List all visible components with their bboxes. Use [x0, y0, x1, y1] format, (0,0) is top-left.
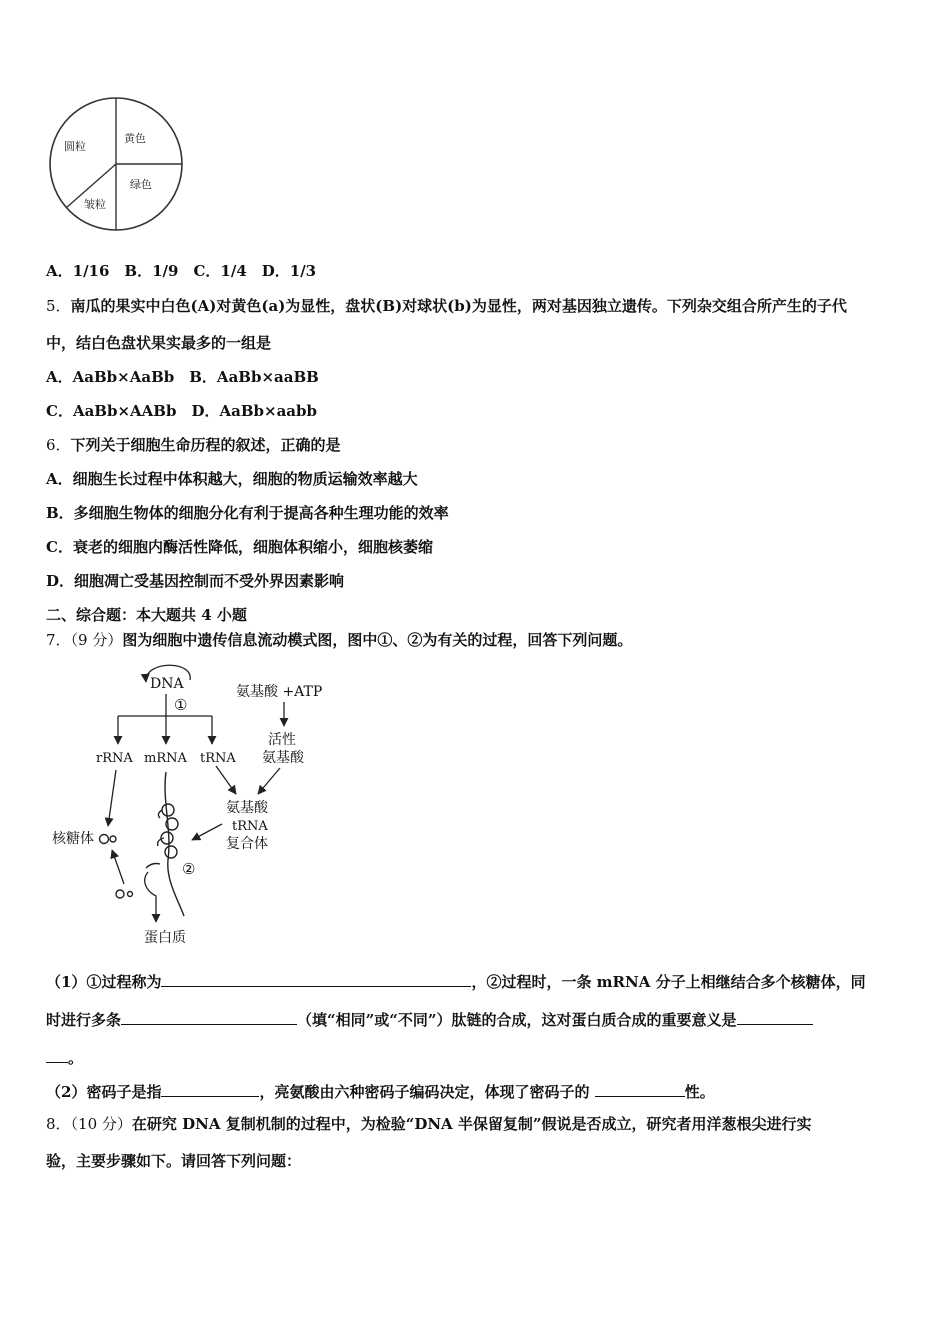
- arrow-ribosome-recycle: [112, 850, 124, 884]
- q7-sub1-text-d: （填“相同”或“不同”）肽链的合成，这对蛋白质合成的重要意义是: [297, 1011, 737, 1029]
- q7-sub2-label: （2）: [46, 1083, 87, 1101]
- arrow-complex-to-mrna: [192, 824, 222, 840]
- arrow-to-complex-left: [216, 766, 236, 794]
- q6-option-d: D．细胞凋亡受基因控制而不受外界因素影响: [46, 572, 345, 590]
- released-ribosome-large: [116, 890, 124, 898]
- complex-label-2: tRNA: [232, 819, 268, 834]
- q7-stem-text: 图为细胞中遗传信息流动模式图，图中①、②为有关的过程，回答下列问题。: [122, 631, 633, 649]
- process-2-label: ②: [182, 860, 196, 878]
- q8-stem-line2: 验，主要步骤如下。请回答下列问题：: [46, 1152, 302, 1170]
- active-amino-label-2: 氨基酸: [262, 750, 304, 766]
- pie-label-yellow: 黄色: [124, 132, 146, 145]
- q6-option-c: C．衰老的细胞内酶活性降低，细胞体积缩小，细胞核萎缩: [46, 538, 433, 556]
- q7-sub2-text-b: ，亮氨酸由六种密码子编码决定，体现了密码子的: [259, 1083, 595, 1101]
- arrow-to-complex-right: [258, 768, 280, 794]
- q5-options-line1: A．AaBb×AaBb B．AaBb×aaBB: [46, 368, 319, 386]
- q7-sub2-line: [46, 1080, 715, 1102]
- q8-stem-text: 在研究 DNA 复制机制的过程中，为检验“DNA 半保留复制”假说是否成立，研究者用洋葱根尖进行实: [131, 1115, 812, 1133]
- q7-sub1-blank-1[interactable]: [161, 970, 471, 987]
- protein-label: 蛋白质: [144, 930, 186, 946]
- q7-sub1-text-c: 时进行多条: [46, 1011, 122, 1029]
- q7-sub2-blank-2[interactable]: [595, 1080, 685, 1097]
- q5-stem-line2: 中，结白色盘状果实最多的一组是: [46, 334, 272, 352]
- q7-sub2-blank-1[interactable]: [161, 1080, 259, 1097]
- pie-figure: [40, 96, 200, 236]
- q7-sub1-blank-2[interactable]: [121, 1008, 297, 1025]
- q7-score: （9 分）: [70, 631, 123, 649]
- q7-sub1-end: 。: [68, 1049, 84, 1067]
- arrow-rrna-to-ribosome: [108, 770, 116, 826]
- q5-stem-text: 南瓜的果实中白色(A)对黄色(a)为显性，盘状(B)对球状(b)为显性，两对基因独立遗传。下列杂交组合所产生的子代: [70, 297, 847, 315]
- q5-options-line2: C．AaBb×AABb D．AaBb×aabb: [46, 402, 317, 420]
- ribosome-label: 核糖体: [52, 831, 94, 847]
- process-1-label: ①: [174, 696, 188, 714]
- q7-stem: [46, 630, 632, 650]
- q7-number: 7．: [46, 631, 71, 649]
- amino-atp-label: 氨基酸 +ATP: [236, 684, 323, 700]
- q6-number: 6．: [46, 436, 71, 454]
- rrna-label: rRNA: [96, 751, 133, 766]
- arrow-to-protein: [145, 872, 156, 922]
- q7-sub1-blank-3[interactable]: [737, 1008, 813, 1025]
- pie-label-wrinkled: 皱粒: [84, 198, 106, 211]
- pie-label-round: 圆粒: [64, 140, 86, 153]
- q7-sub1-line2: [46, 1008, 813, 1030]
- complex-label-1: 氨基酸: [226, 800, 268, 816]
- section2-heading: 二、综合题：本大题共 4 小题: [46, 606, 247, 624]
- q8-number: 8．: [46, 1115, 71, 1133]
- q7-sub1-line1: [46, 970, 866, 992]
- released-ribosome-small: [128, 892, 133, 897]
- q7-sub2-text-c: 性。: [684, 1083, 715, 1101]
- polysome: [146, 804, 178, 868]
- q6-option-b: B．多细胞生物体的细胞分化有利于提高各种生理功能的效率: [46, 504, 449, 522]
- ribosome-large: [100, 835, 109, 844]
- mrna-label: mRNA: [144, 751, 187, 766]
- q6-option-a: A．细胞生长过程中体积越大，细胞的物质运输效率越大: [46, 470, 418, 488]
- q7-sub1-blank-3-cont[interactable]: [46, 1046, 68, 1063]
- q7-sub1-text-a: ①过程称为: [86, 973, 162, 991]
- pie-label-green: 绿色: [130, 178, 152, 191]
- ribosome-small: [110, 836, 116, 842]
- complex-label-3: 复合体: [226, 836, 268, 852]
- q8-score: （10 分）: [70, 1115, 132, 1133]
- q6-stem: [46, 435, 341, 455]
- q8-stem-line1: [46, 1114, 812, 1134]
- q5-number: 5．: [46, 297, 71, 315]
- q7-sub1-text-b: ，②过程时，一条 mRNA 分子上相继结合多个核糖体，同: [471, 973, 866, 991]
- gene-flow-diagram: [44, 660, 344, 950]
- q5-stem-line1: [46, 296, 847, 316]
- q7-sub1-label: （1）: [46, 973, 87, 991]
- active-amino-label-1: 活性: [268, 732, 296, 748]
- q7-sub2-text-a: 密码子是指: [86, 1083, 162, 1101]
- q7-sub1-line3: [46, 1046, 83, 1068]
- q6-stem-text: 下列关于细胞生命历程的叙述，正确的是: [70, 436, 341, 454]
- dna-label: DNA: [150, 676, 184, 692]
- q4-options: A．1/16 B．1/9 C．1/4 D．1/3: [46, 262, 317, 280]
- trna-label: tRNA: [200, 751, 236, 766]
